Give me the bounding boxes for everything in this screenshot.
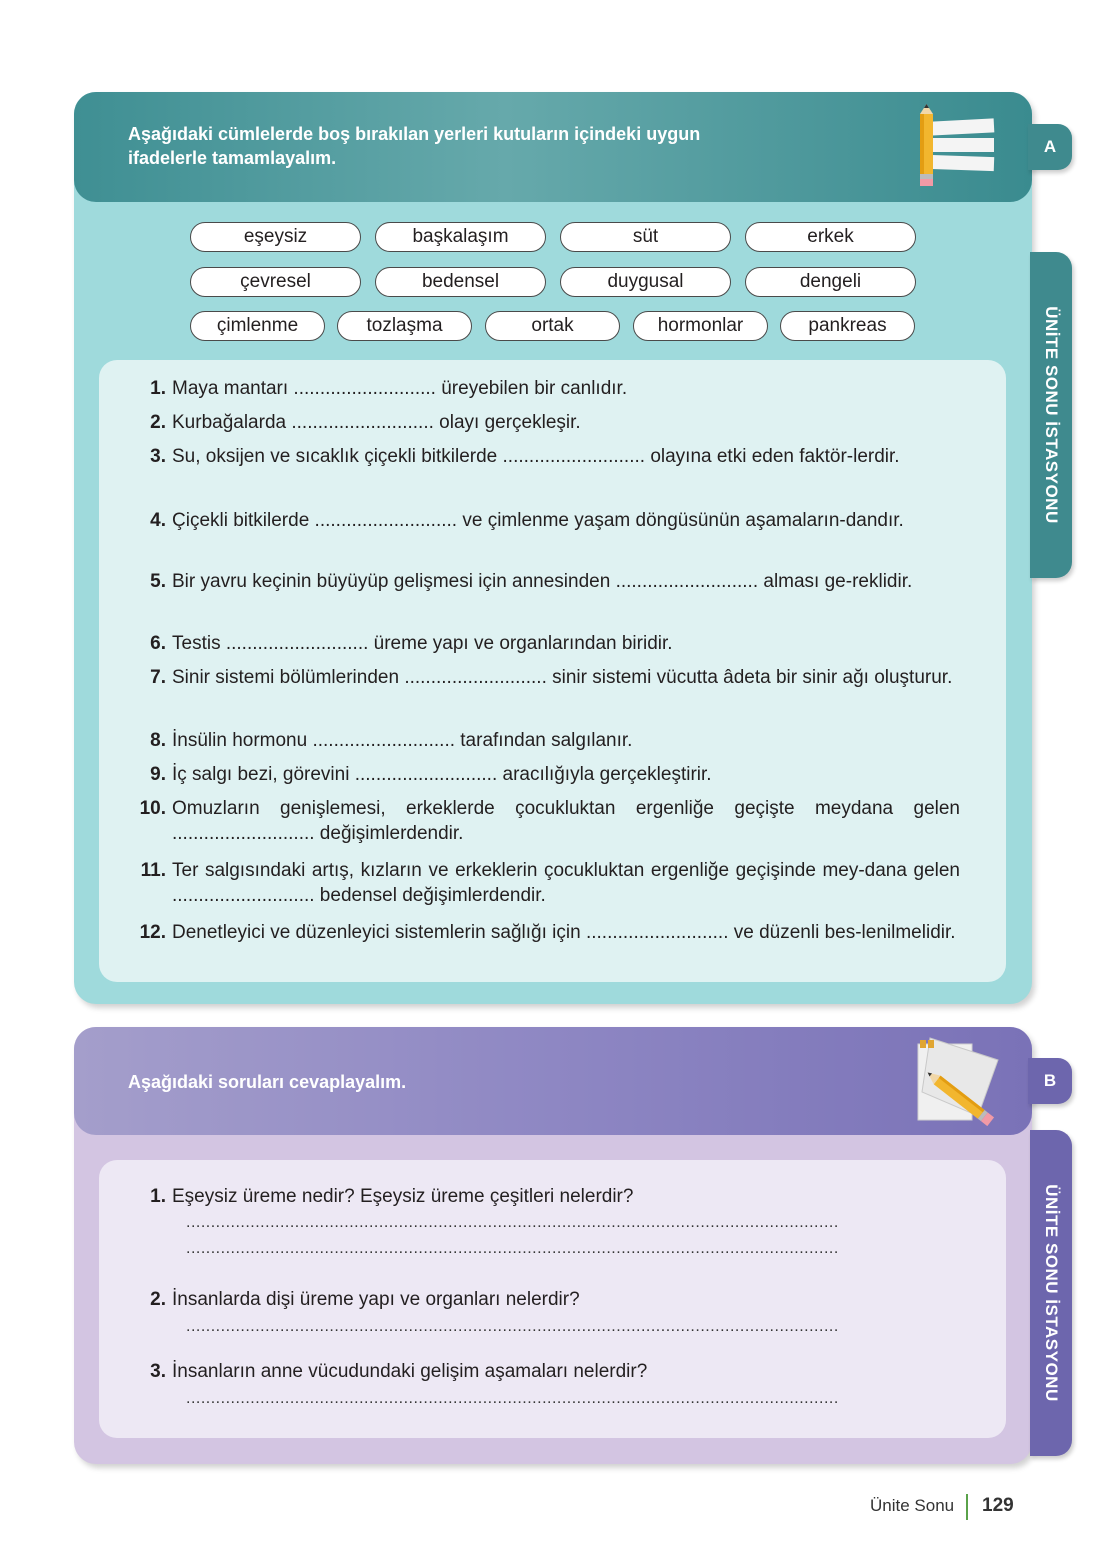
section-b-instruction: Aşağıdaki soruları cevaplayalım. (128, 1072, 407, 1092)
notepad-pencil-icon (912, 1030, 1002, 1126)
word-box: erkek (745, 222, 916, 252)
footer-divider (966, 1494, 968, 1520)
section-a-instruction: Aşağıdaki cümlelerde boş bırakılan yerleri kutuların içindeki uygun ifadelerle tamamlayalım. (128, 124, 701, 168)
word-box: pankreas (780, 311, 915, 341)
word-box: süt (560, 222, 731, 252)
section-a-side-label: ÜNİTE SONU İSTASYONU (1030, 252, 1072, 578)
word-box: hormonlar (633, 311, 768, 341)
answer-line: .................................................................................................................................... (186, 1240, 839, 1257)
word-box: dengeli (745, 267, 916, 297)
word-box: duygusal (560, 267, 731, 297)
word-box: bedensel (375, 267, 546, 297)
section-a-tab: A (1028, 124, 1072, 170)
word-box: ortak (485, 311, 620, 341)
word-box: çevresel (190, 267, 361, 297)
answer-line: .................................................................................................................................... (186, 1318, 839, 1335)
section-b-tab: B (1028, 1058, 1072, 1104)
page-number: 129 (982, 1495, 1014, 1516)
answer-line: .................................................................................................................................... (186, 1390, 839, 1407)
word-box: başkalaşım (375, 222, 546, 252)
footer-label: Ünite Sonu (870, 1496, 955, 1515)
pencil-paper-icon (912, 104, 1002, 188)
word-box: eşeysiz (190, 222, 361, 252)
word-box: çimlenme (190, 311, 325, 341)
section-b-side-label: ÜNİTE SONU İSTASYONU (1030, 1130, 1072, 1456)
word-box: tozlaşma (337, 311, 472, 341)
answer-line: .................................................................................................................................... (186, 1214, 839, 1231)
